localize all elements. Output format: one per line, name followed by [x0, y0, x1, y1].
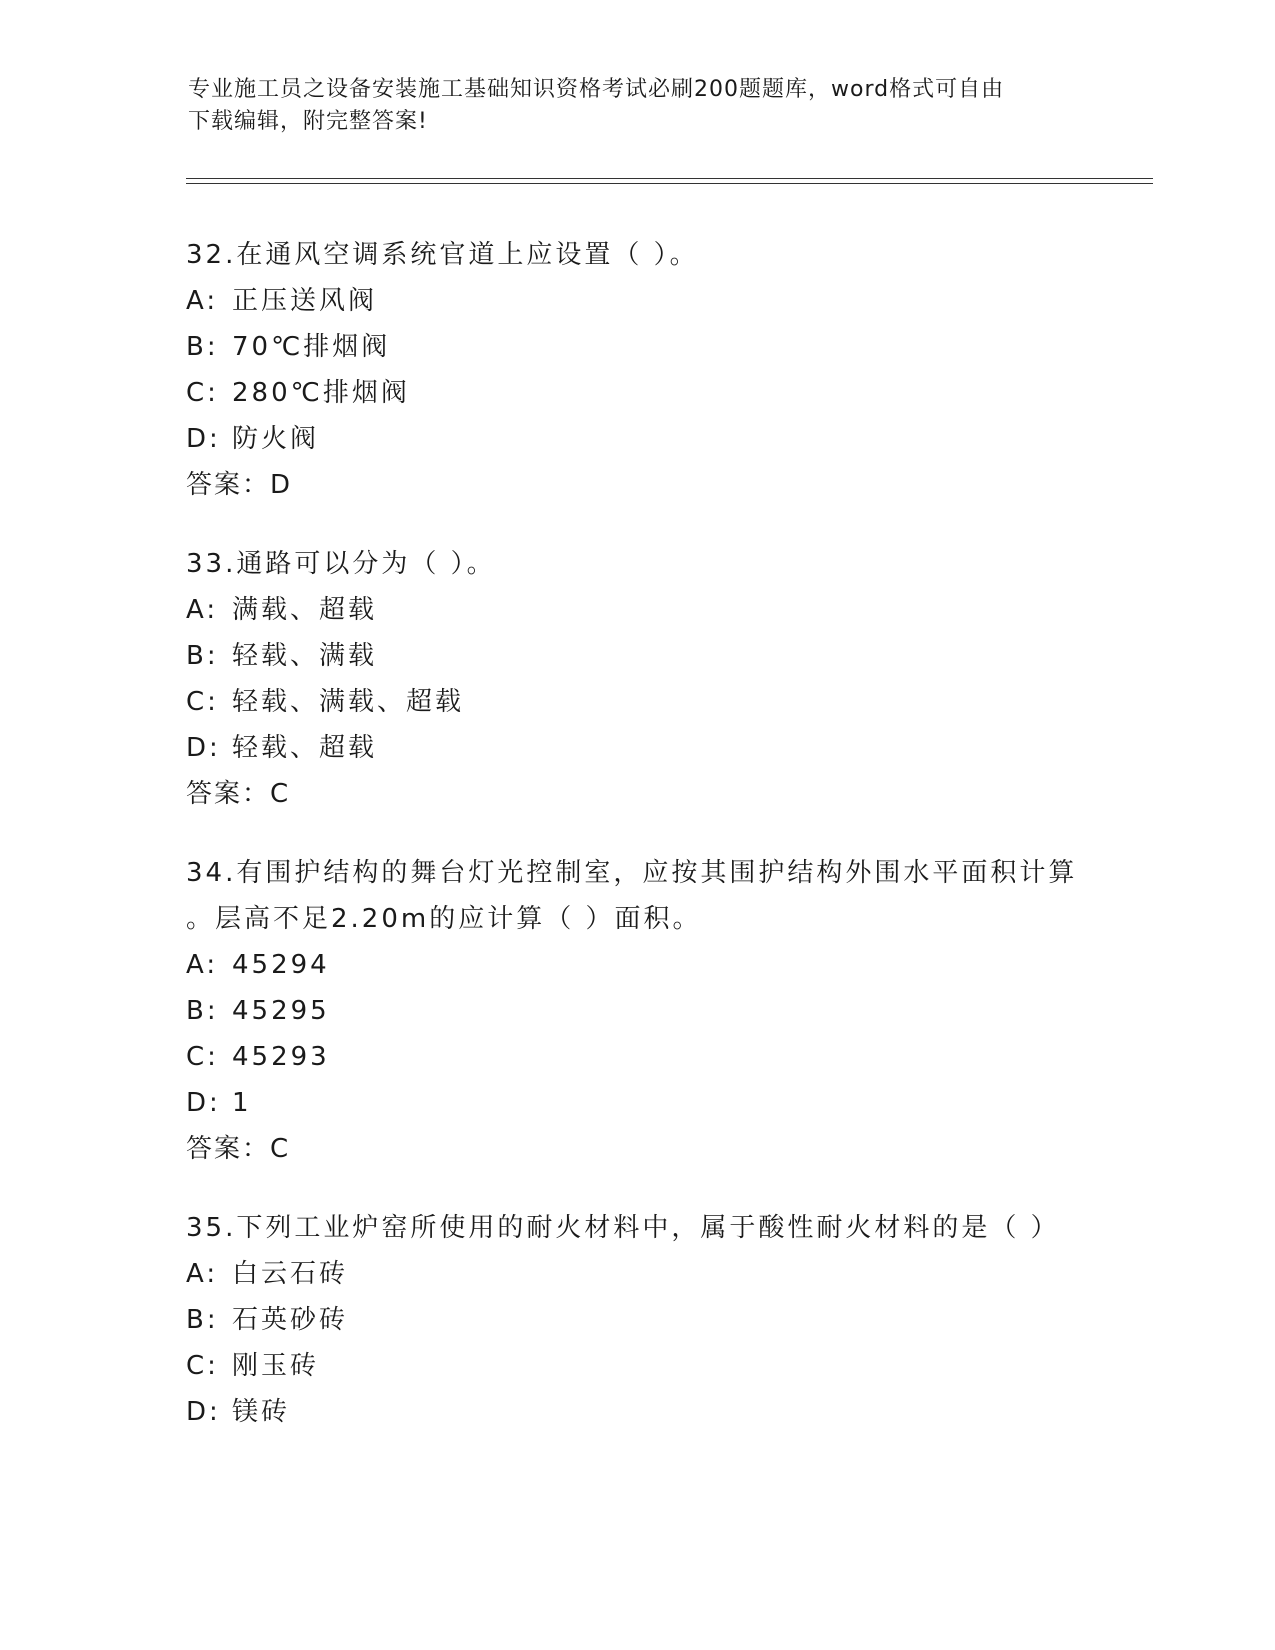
question-stem-line: 35.下列工业炉窑所使用的耐火材料中，属于酸性耐火材料的是（ ）: [186, 1213, 1060, 1243]
question-34: [186, 850, 1126, 1172]
question-stem-line: 33.通路可以分为（ ）。: [186, 549, 496, 579]
question-35: [186, 1205, 1126, 1435]
header-divider-bottom: [186, 183, 1153, 184]
answer-line: 答案：D: [186, 470, 293, 500]
question-33: [186, 541, 1126, 817]
option-b: [186, 988, 1126, 1034]
option-d: [186, 1389, 1126, 1435]
option-c: [186, 679, 1126, 725]
option-b: [186, 1297, 1126, 1343]
option-text: 1: [232, 1088, 252, 1118]
option-label: C:: [186, 378, 219, 408]
question-stem: [186, 232, 1126, 278]
option-c: [186, 1343, 1126, 1389]
option-label: D:: [186, 1397, 221, 1427]
option-label: D:: [186, 733, 221, 763]
header-line-2: 下载编辑，附完整答案!: [188, 109, 428, 134]
question-stem-line: 34.有围护结构的舞台灯光控制室，应按其围护结构外围水平面积计算: [186, 858, 1078, 888]
option-text: 45293: [232, 1042, 330, 1072]
option-b: [186, 633, 1126, 679]
option-text: 280℃排烟阀: [232, 378, 410, 408]
option-label: D:: [186, 1088, 221, 1118]
option-a: [186, 278, 1126, 324]
option-d: [186, 725, 1126, 771]
question-stem-line: 。层高不足2.20m的应计算（ ）面积。: [186, 904, 702, 934]
option-a: [186, 942, 1126, 988]
option-a: [186, 1251, 1126, 1297]
question-32: [186, 232, 1126, 508]
option-text: 轻载、满载: [232, 641, 378, 671]
option-text: 45295: [232, 996, 330, 1026]
option-label: A:: [186, 1259, 219, 1289]
option-text: 镁砖: [232, 1397, 291, 1427]
option-d: [186, 416, 1126, 462]
option-text: 满载、超载: [232, 595, 378, 625]
option-text: 轻载、超载: [232, 733, 378, 763]
option-c: [186, 370, 1126, 416]
question-stem: [186, 541, 1126, 587]
question-list: [186, 232, 1126, 1468]
document-header: [188, 74, 1088, 138]
option-text: 防火阀: [232, 424, 320, 454]
option-label: B:: [186, 1305, 219, 1335]
option-text: 45294: [232, 950, 330, 980]
answer-line: 答案：C: [186, 779, 291, 809]
option-label: B:: [186, 996, 219, 1026]
option-text: 70℃排烟阀: [232, 332, 391, 362]
option-text: 正压送风阀: [232, 286, 378, 316]
header-line-1: 专业施工员之设备安装施工基础知识资格考试必刷200题题库，word格式可自由: [188, 77, 1005, 102]
option-text: 刚玉砖: [232, 1351, 320, 1381]
option-label: D:: [186, 424, 221, 454]
option-label: A:: [186, 595, 219, 625]
option-label: C:: [186, 1351, 219, 1381]
option-d: [186, 1080, 1126, 1126]
answer-line: 答案：C: [186, 1134, 291, 1164]
option-label: A:: [186, 950, 219, 980]
header-divider-top: [186, 178, 1153, 179]
option-text: 轻载、满载、超载: [232, 687, 465, 717]
option-label: C:: [186, 687, 219, 717]
option-label: B:: [186, 641, 219, 671]
option-label: C:: [186, 1042, 219, 1072]
question-stem-line: 32.在通风空调系统官道上应设置（ ）。: [186, 240, 699, 270]
option-b: [186, 324, 1126, 370]
option-label: A:: [186, 286, 219, 316]
question-stem: [186, 850, 1126, 942]
option-text: 白云石砖: [232, 1259, 349, 1289]
option-text: 石英砂砖: [232, 1305, 349, 1335]
option-c: [186, 1034, 1126, 1080]
option-label: B:: [186, 332, 219, 362]
option-a: [186, 587, 1126, 633]
question-stem: [186, 1205, 1126, 1251]
